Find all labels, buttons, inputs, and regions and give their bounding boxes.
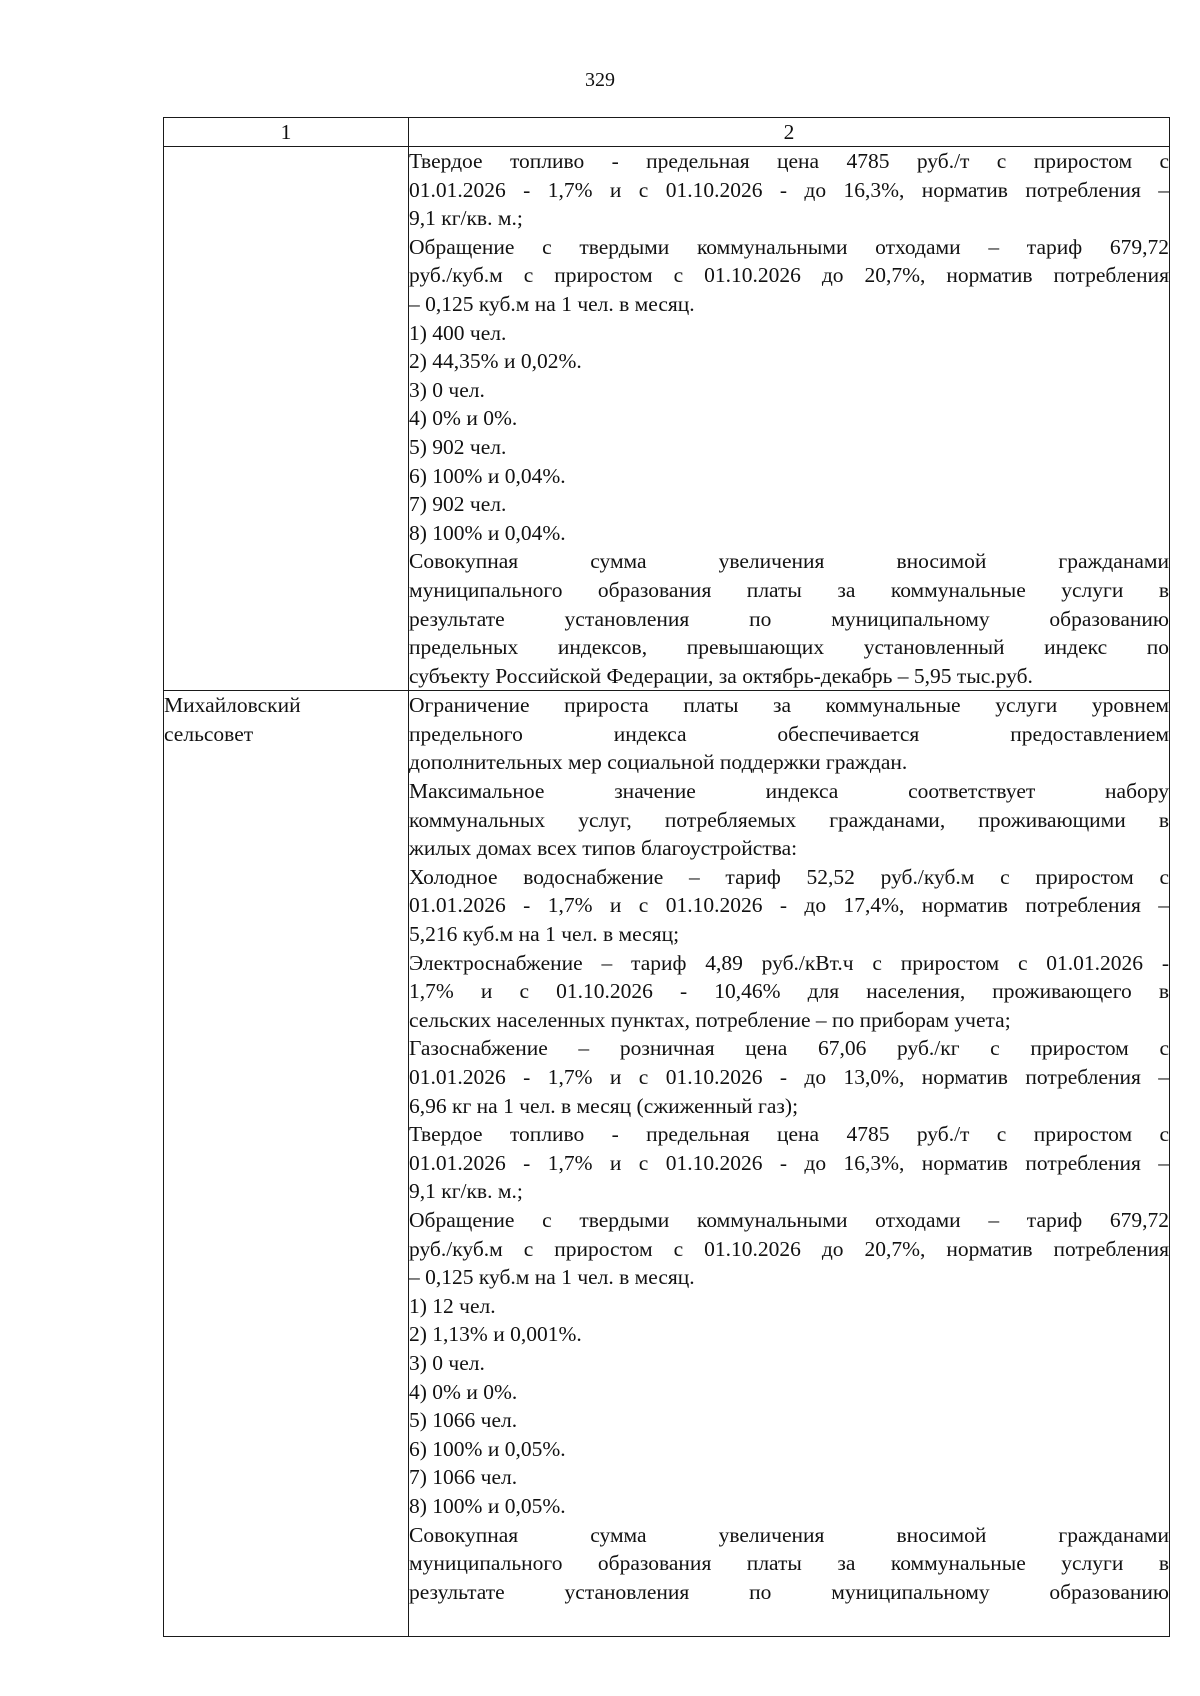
page-number: 329 xyxy=(585,69,615,91)
text-line: субъекту Российской Федерации, за октябрь-декабрь – 5,95 тыс.руб. xyxy=(409,663,1033,688)
text-line: сельсовет xyxy=(164,721,254,746)
text-line: Электроснабжение – тариф 4,89 руб./кВт.ч с приростом с 01.01.2026 - xyxy=(409,950,1169,975)
text-line: 01.01.2026 - 1,7% и с 01.10.2026 - до 16,3%, норматив потребления – xyxy=(409,1150,1169,1175)
text-line: Обращение с твердыми коммунальными отходами – тариф 679,72 xyxy=(409,1207,1169,1232)
text-line: Холодное водоснабжение – тариф 52,52 руб./куб.м с приростом с xyxy=(409,864,1169,889)
row-2-municipality-cell xyxy=(164,691,409,1637)
text-line: 1) 12 чел. xyxy=(409,1293,496,1318)
text-line: Ограничение прироста платы за коммунальные услуги уровнем xyxy=(409,693,1169,718)
text-line: – 0,125 куб.м на 1 чел. в месяц. xyxy=(409,1265,695,1290)
text-line: Совокупная сумма увеличения вносимой гражданами xyxy=(409,549,1169,574)
text-line: дополнительных мер социальной поддержки граждан. xyxy=(409,750,908,775)
text-line: 6) 100% и 0,04%. xyxy=(409,463,566,488)
text-line: 3) 0 чел. xyxy=(409,377,485,402)
text-line: Твердое топливо - предельная цена 4785 руб./т с приростом с xyxy=(409,1122,1169,1147)
text-line: Совокупная сумма увеличения вносимой гражданами xyxy=(409,1522,1169,1547)
text-line: 01.01.2026 - 1,7% и с 01.10.2026 - до 16,3%, норматив потребления – xyxy=(409,177,1169,202)
text-line: сельских населенных пунктах, потребление – по приборам учета; xyxy=(409,1007,1011,1032)
text-line: 9,1 кг/кв. м.; xyxy=(409,206,523,231)
text-line: Михайловский xyxy=(164,693,301,718)
text-line: 7) 902 чел. xyxy=(409,492,507,517)
document-table xyxy=(163,117,1170,1637)
text-line: 01.01.2026 - 1,7% и с 01.10.2026 - до 13,0%, норматив потребления – xyxy=(409,1065,1169,1089)
text-line: 2) 44,35% и 0,02%. xyxy=(409,349,582,374)
text-line: 5) 1066 чел. xyxy=(409,1408,518,1433)
text-line: 2) 1,13% и 0,001%. xyxy=(409,1322,582,1347)
text-line: предельных индексов, превышающих установленный индекс по xyxy=(409,635,1169,660)
table-header-row xyxy=(164,118,1170,147)
text-line: 3) 0 чел. xyxy=(409,1350,485,1375)
text-line: результате установления по муниципальному образованию xyxy=(409,1579,1169,1604)
header-cell-col1: 1 xyxy=(164,118,409,147)
text-line: 1) 400 чел. xyxy=(409,320,507,345)
text-line: муниципального образования платы за коммунальные услуги в xyxy=(409,1551,1169,1576)
text-line: руб./куб.м с приростом с 01.10.2026 до 20,7%, норматив потребления xyxy=(409,1236,1169,1261)
text-line: 5) 902 чел. xyxy=(409,434,507,459)
text-line: 6) 100% и 0,05%. xyxy=(409,1436,566,1461)
text-line: 4) 0% и 0%. xyxy=(409,406,518,431)
row-1-municipality-cell xyxy=(164,147,409,691)
text-line: руб./куб.м с приростом с 01.10.2026 до 20,7%, норматив потребления xyxy=(409,263,1169,288)
text-line: жилых домах всех типов благоустройства: xyxy=(409,836,798,861)
text-line: 5,216 куб.м на 1 чел. в месяц; xyxy=(409,922,680,947)
text-line: 1,7% и с 01.10.2026 - 10,46% для населения, проживающего в xyxy=(409,979,1169,1004)
text-line: – 0,125 куб.м на 1 чел. в месяц. xyxy=(409,291,695,316)
table-row xyxy=(164,691,1170,1637)
text-line: 7) 1066 чел. xyxy=(409,1465,518,1490)
text-line: Газоснабжение – розничная цена 67,06 руб./кг с приростом с xyxy=(409,1036,1169,1061)
text-line: 6,96 кг на 1 чел. в месяц (сжиженный газ); xyxy=(409,1093,799,1118)
text-line: 4) 0% и 0%. xyxy=(409,1379,518,1404)
text-line: коммунальных услуг, потребляемых гражданами, проживающими в xyxy=(409,807,1169,832)
text-line: 8) 100% и 0,04%. xyxy=(409,520,566,545)
text-line: 01.01.2026 - 1,7% и с 01.10.2026 - до 17,4%, норматив потребления – xyxy=(409,893,1169,918)
header-cell-col2: 2 xyxy=(409,118,1170,147)
text-line: Максимальное значение индекса соответствует набору xyxy=(409,779,1169,804)
row-2-description-cell xyxy=(409,691,1170,1637)
text-line: результате установления по муниципальному образованию xyxy=(409,606,1169,631)
text-line: 9,1 кг/кв. м.; xyxy=(409,1179,523,1204)
text-line: 8) 100% и 0,05%. xyxy=(409,1493,566,1518)
text-line: Твердое топливо - предельная цена 4785 руб./т с приростом с xyxy=(409,149,1169,173)
row-1-description-cell xyxy=(409,147,1170,691)
table-row xyxy=(164,147,1170,691)
text-line: Обращение с твердыми коммунальными отходами – тариф 679,72 xyxy=(409,234,1169,259)
text-line: муниципального образования платы за коммунальные услуги в xyxy=(409,577,1169,602)
text-line: предельного индекса обеспечивается предоставлением xyxy=(409,721,1169,746)
